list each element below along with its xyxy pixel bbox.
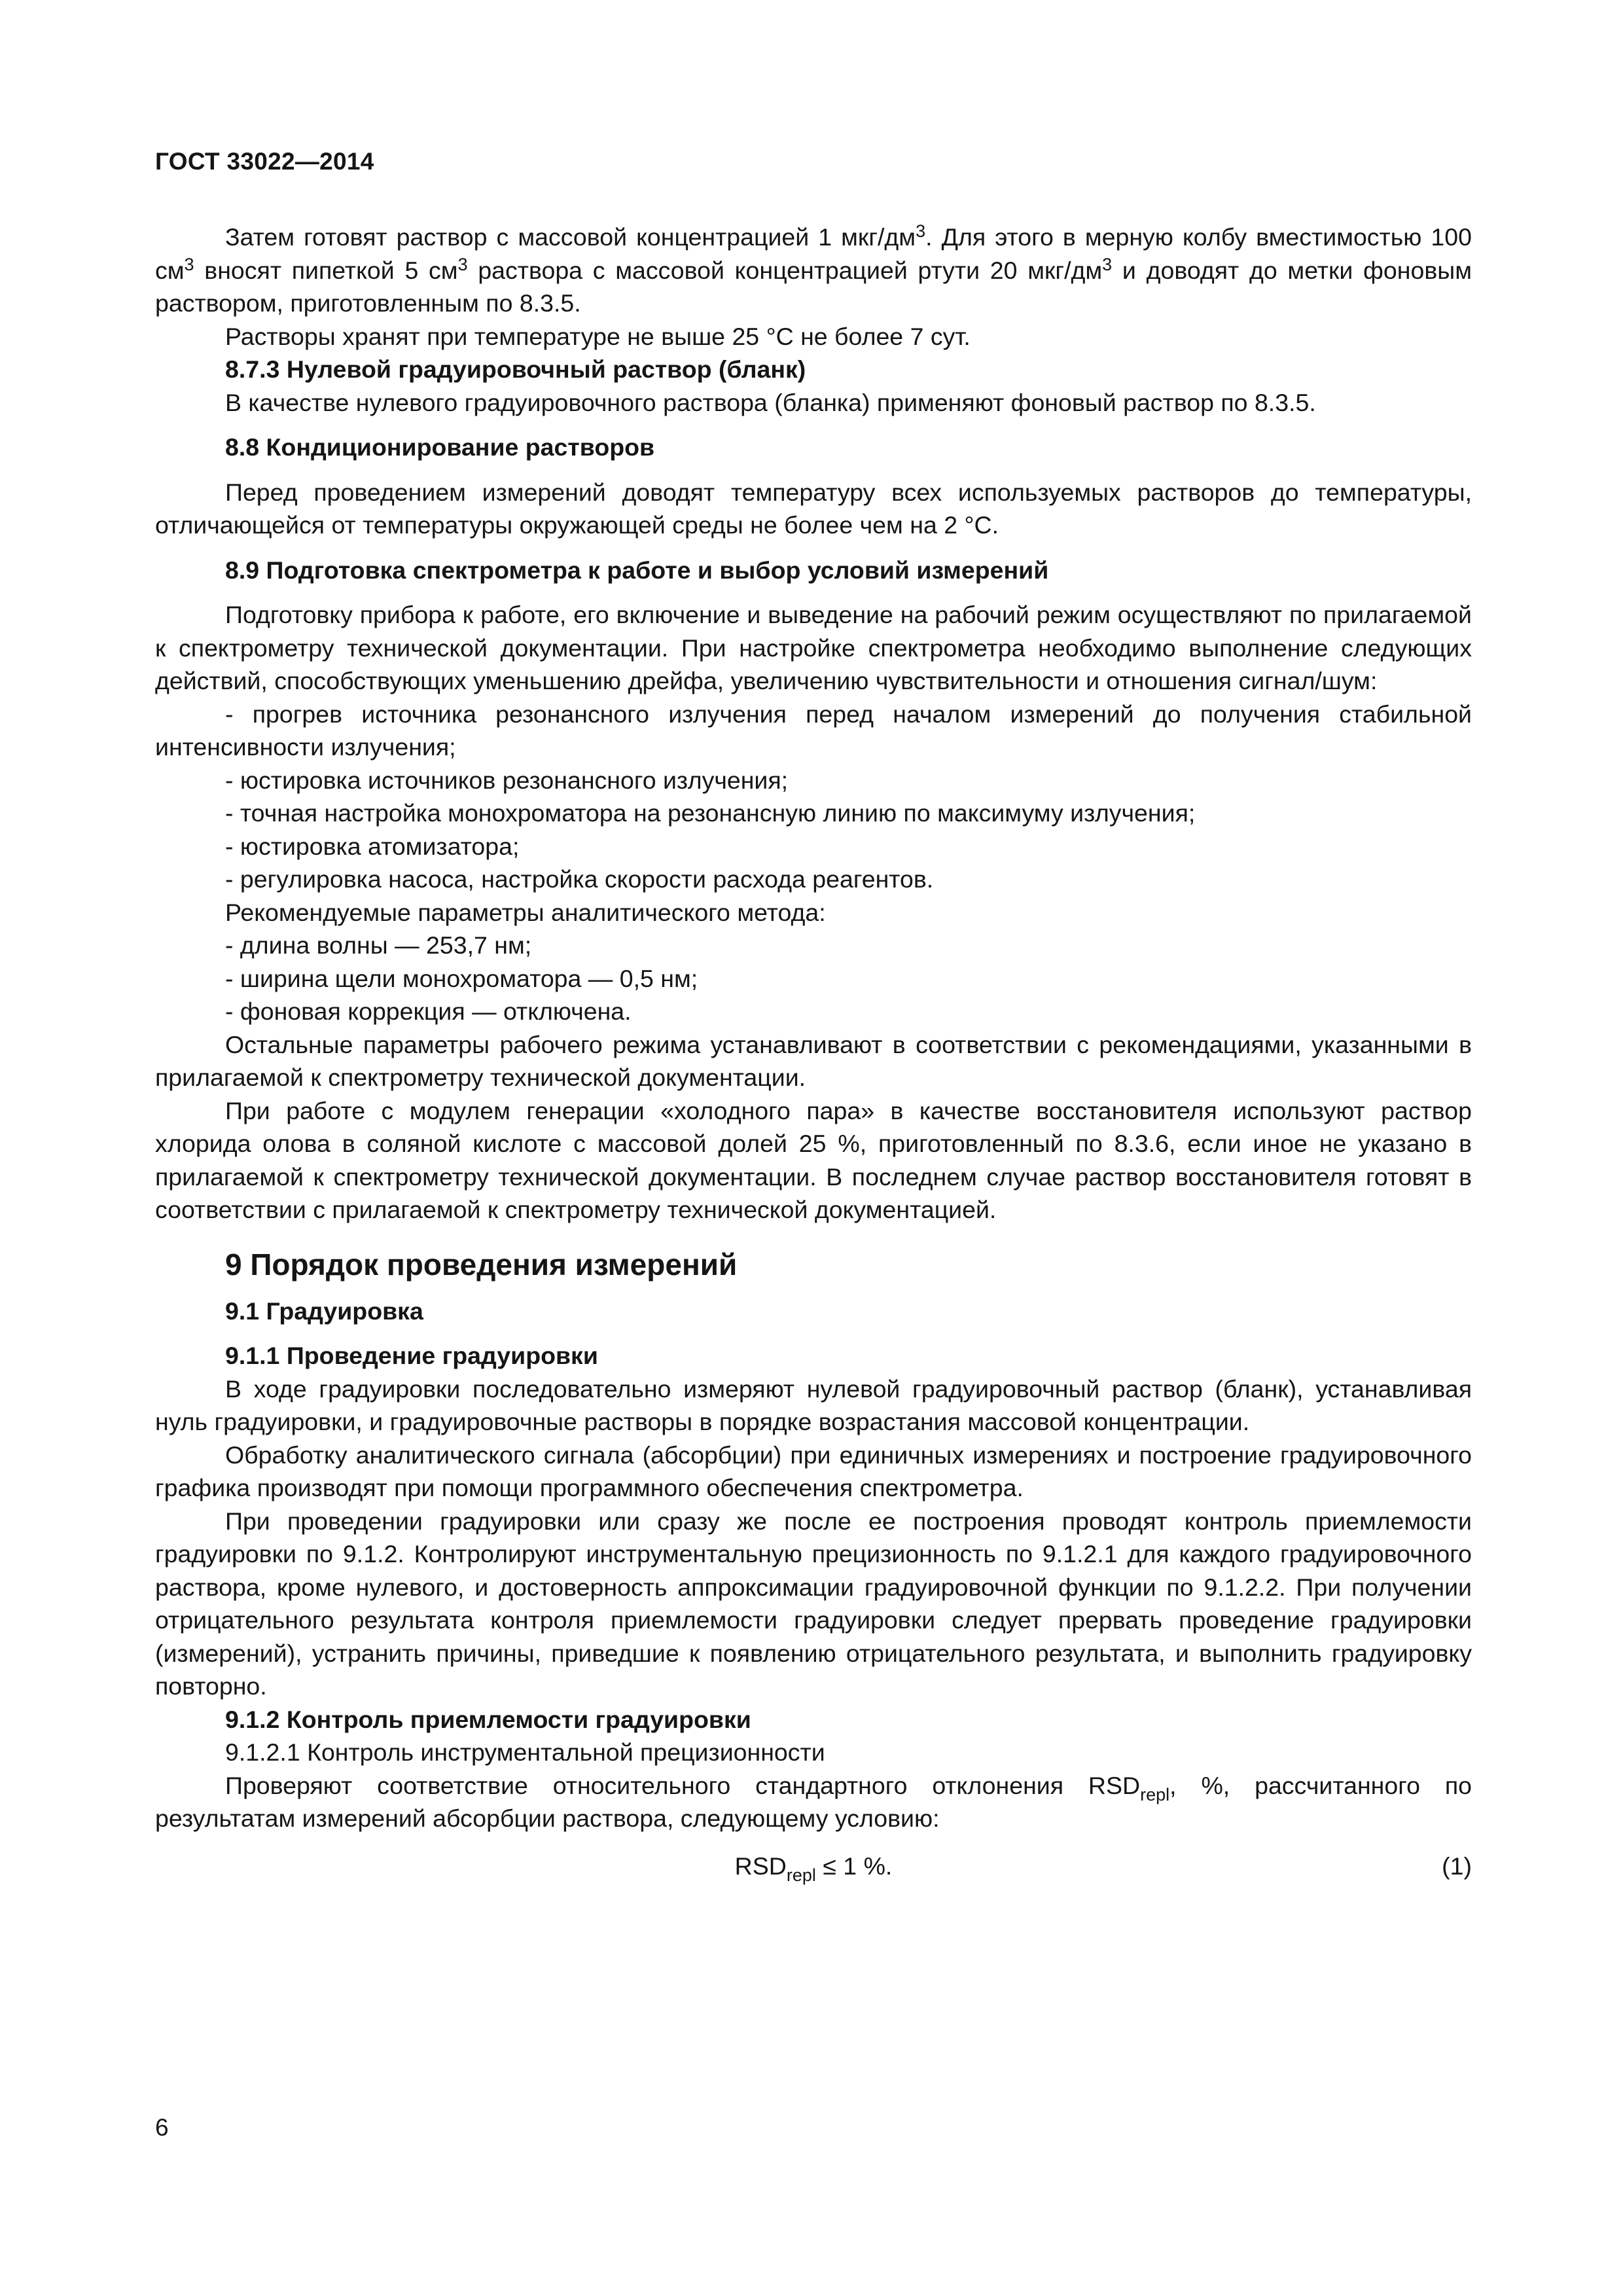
paragraph-other-params: Остальные параметры рабочего режима устанавливают в соответствии с рекомендациями, указанными в прилагаемой к спектрометру технической документации.: [155, 1030, 1472, 1091]
superscript: 3: [457, 254, 468, 274]
text-segment: раствора с массовой концентрацией ртути 20 мкг/дм: [467, 256, 1103, 284]
superscript: 3: [916, 221, 926, 241]
paragraph-spectrometer-setup: Подготовку прибора к работе, его включение и выведение на рабочий режим осуществляют по прилагаемой к спектрометру технической документации. При настройке спектрометра необходимо выполнение следующих действий, способствующих уменьшению дрейфа, увеличению чувствительности и отношения сигнал/шум:: [155, 601, 1472, 694]
paragraph-cold-vapor: При работе с модулем генерации «холодного пара» в качестве восстановителя используют раствор хлорида олова в соляной кислоте с массовой долей 25 %, приготовленный по 8.3.6, если иное не указано в прилагаемой к спектрометру технической документации. В последнем случае раствор восстановителя готовят в соответствии с прилагаемой к спектрометру технической документацией.: [155, 1096, 1472, 1223]
heading-9-1-1: 9.1.1 Проведение градуировки: [225, 1342, 598, 1369]
list-item: - длина волны — 253,7 нм;: [225, 931, 532, 959]
formula-symbol: RSD: [734, 1852, 787, 1880]
paragraph-rsd-condition: [155, 1769, 1472, 1835]
paragraph-storage: Растворы хранят при температуре не выше 25 °С не более 7 сут.: [225, 322, 971, 350]
paragraph-blank-solution: В качестве нулевого градуировочного раствора (бланка) применяют фоновый раствор по 8.3.5.: [225, 388, 1316, 416]
text-segment: вносят пипеткой 5 см: [194, 256, 458, 284]
text-segment: Проверяют соответствие относительного стандартного отклонения RSD: [225, 1771, 1141, 1799]
list-item: - регулировка насоса, настройка скорости расхода реагентов.: [225, 865, 934, 893]
paragraph-calibration-control: При проведении градуировки или сразу же после ее построения проводят контроль приемлемости градуировки по 9.1.2. Контролируют инструментальную прецизионность по 9.1.2.1 для каждого градуировочного раствора, кроме нулевого, и достоверность аппроксимации градуировочной функции по 9.1.2.2. При получении отрицательного результата контроля приемлемости градуировки следует прервать проведение градуировки (измерений), устранить причины, приведшие к появлению отрицательного результата, и выполнить градуировку повторно.: [155, 1507, 1472, 1700]
list-item: - юстировка атомизатора;: [225, 832, 520, 860]
text-segment: и доводят до метки фоновым раствором, приготовленным по 8.3.5.: [155, 256, 1472, 317]
formula-number: (1): [1442, 1852, 1472, 1880]
text-segment: Затем готовят раствор с массовой концентрацией 1 мкг/дм: [225, 223, 916, 251]
paragraph-signal-processing: Обработку аналитического сигнала (абсорбции) при единичных измерениях и построение градуировочного графика производят при помощи программного обеспечения спектрометра.: [155, 1441, 1472, 1501]
superscript: 3: [1102, 254, 1113, 274]
formula-expression: [155, 1850, 1472, 1883]
superscript: 3: [184, 254, 194, 274]
heading-8-7-3: 8.7.3 Нулевой градуировочный раствор (бланк): [225, 355, 806, 383]
document-code-header: ГОСТ 33022—2014: [155, 148, 374, 175]
list-intro: Рекомендуемые параметры аналитического метода:: [225, 898, 826, 926]
text-segment: . Для этого в мерную колбу вместимостью 100 см: [155, 223, 1472, 284]
heading-9-1: 9.1 Градуировка: [225, 1297, 423, 1325]
list-item: - ширина щели монохроматора — 0,5 нм;: [225, 964, 698, 992]
heading-8-8: 8.8 Кондиционирование растворов: [225, 433, 655, 461]
subscript: repl: [1140, 1784, 1170, 1804]
formula-subscript: repl: [786, 1865, 816, 1885]
formula-condition: ≤ 1 %.: [815, 1852, 893, 1880]
paragraph-calibration-procedure: В ходе градуировки последовательно измеряют нулевой градуировочный раствор (бланк), устанавливая нуль градуировки, и градуировочные растворы в порядке возрастания массовой концентрации.: [155, 1374, 1472, 1435]
list-item: - фоновая коррекция — отключена.: [225, 997, 632, 1025]
heading-8-9: 8.9 Подготовка спектрометра к работе и выбор условий измерений: [225, 556, 1049, 584]
list-item: - точная настройка монохроматора на резонансную линию по максимуму излучения;: [225, 799, 1196, 827]
list-item: - юстировка источников резонансного излучения;: [225, 766, 789, 794]
page-number: 6: [155, 2114, 169, 2141]
formula-1: [155, 1850, 1472, 1885]
paragraph-warmup: - прогрев источника резонансного излучения перед началом измерений до получения стабильной интенсивности излучения;: [155, 700, 1472, 761]
heading-9-1-2: 9.1.2 Контроль приемлемости градуировки: [225, 1705, 751, 1733]
document-body: [155, 221, 1472, 1885]
paragraph-solution-prep: [155, 221, 1472, 320]
heading-section-9: 9 Порядок проведения измерений: [225, 1247, 738, 1282]
heading-9-1-2-1: 9.1.2.1 Контроль инструментальной прецизионности: [225, 1738, 825, 1766]
paragraph-conditioning: Перед проведением измерений доводят температуру всех используемых растворов до температуры, отличающейся от температуры окружающей среды не более чем на 2 °С.: [155, 478, 1472, 539]
text-segment: , %, рассчитанного по результатам измерений абсорбции раствора, следующему условию:: [155, 1771, 1472, 1832]
